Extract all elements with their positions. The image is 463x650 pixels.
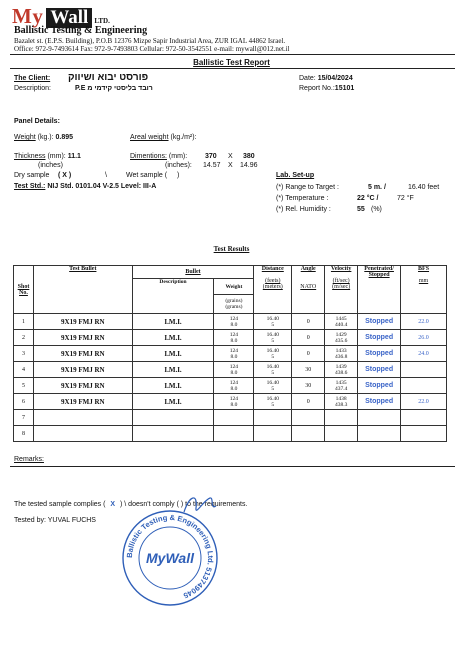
description-label: Description: xyxy=(14,85,51,92)
weight-grams: 8.0 xyxy=(230,401,238,408)
compliance-mark: X xyxy=(110,501,116,508)
signature-icon xyxy=(180,490,220,520)
distance-meters: 5 xyxy=(271,401,275,408)
company-contacts: Office: 972-9-7493614 Fax: 972-9-7493803 Cellular: 972-50-3542551 e-mail: mywall@012.net.il xyxy=(14,45,290,53)
range-label: (*) Range to Target : xyxy=(276,184,339,191)
shot-number: 3 xyxy=(21,350,25,357)
velocity-mps: 440.4 xyxy=(334,321,348,328)
angle-value: 30 xyxy=(305,366,312,373)
bfs-value: 22.0 xyxy=(418,398,429,405)
range-m: 5 m. / xyxy=(368,184,386,191)
weight-grains: 124 xyxy=(229,363,238,370)
weight-grams: 8.0 xyxy=(230,337,238,344)
test-bullet: 9X19 FMJ RN xyxy=(61,365,105,374)
weight-unit: (kg.): xyxy=(37,134,54,141)
header-velocity-label: Velocity xyxy=(330,266,352,272)
weight-grains: 124 xyxy=(229,395,238,402)
wet-sample-label: Wet sample ( xyxy=(126,172,168,179)
result-status: Stopped xyxy=(365,365,394,373)
header-distance xyxy=(254,266,292,314)
dimensions-in-unit: (inches): xyxy=(165,162,192,169)
table-row xyxy=(14,314,447,330)
dry-sample-label: Dry sample xyxy=(14,172,50,179)
logo-wall: Wall xyxy=(46,8,92,28)
wet-sample-close: ) xyxy=(177,172,180,179)
results-table xyxy=(13,265,447,442)
logo-ltd: LTD. xyxy=(94,17,110,25)
distance-feet: 16.40 xyxy=(266,331,279,338)
weight-grams: 8.0 xyxy=(230,321,238,328)
result-status: Stopped xyxy=(365,349,394,357)
shot-number: 7 xyxy=(21,414,25,421)
weight-grains: 124 xyxy=(229,315,238,322)
distance-meters: 5 xyxy=(271,385,275,392)
bullet-description: I.M.I. xyxy=(164,381,182,390)
test-bullet: 9X19 FMJ RN xyxy=(61,381,105,390)
test-bullet: 9X19 FMJ RN xyxy=(61,349,105,358)
angle-value: 30 xyxy=(305,382,312,389)
bullet-description: I.M.I. xyxy=(164,317,182,326)
logo-my: My xyxy=(12,4,44,28)
temp-label: (*) Temperature : xyxy=(276,195,329,202)
distance-feet: 16.40 xyxy=(266,395,279,402)
wet-sample-separator: \ xyxy=(105,172,107,179)
velocity-mps: 438.6 xyxy=(334,369,348,376)
header-angle-unit: NATO xyxy=(300,284,317,290)
shot-number: 8 xyxy=(21,430,25,437)
header-bfs-unit: mm xyxy=(418,278,429,284)
tested-by-name: YUVAL FUCHS xyxy=(47,517,96,524)
humidity-unit: (%) xyxy=(371,206,382,213)
header-angle xyxy=(292,266,325,314)
result-status: Stopped xyxy=(365,397,394,405)
bfs-value: 26.0 xyxy=(418,334,429,341)
header-weight-units-grains: (grains) xyxy=(225,298,243,304)
header-angle-label: Angle xyxy=(300,266,316,272)
dimensions-mm-unit: (mm): xyxy=(168,153,188,160)
table-row xyxy=(14,362,447,378)
header-penetrated: Penetrated/ Stopped xyxy=(358,266,401,314)
dim-x-2: X xyxy=(228,162,233,169)
header-velocity xyxy=(325,266,358,314)
bullet-description: I.M.I. xyxy=(164,349,182,358)
header-distance-units2: (meters) xyxy=(262,284,283,290)
test-bullet: 9X19 FMJ RN xyxy=(61,397,105,406)
velocity-ftps: 1438 xyxy=(335,395,347,402)
bullet-description: I.M.I. xyxy=(164,397,182,406)
table-row xyxy=(14,330,447,346)
header-bfs xyxy=(401,266,447,314)
lab-setup-heading: Lab. Set-up xyxy=(276,172,315,179)
report-title: Ballistic Test Report xyxy=(193,58,270,67)
weight-grams: 8.0 xyxy=(230,353,238,360)
shot-number: 5 xyxy=(21,382,25,389)
angle-value: 0 xyxy=(306,350,310,357)
report-no-label: Report No.: xyxy=(299,85,335,92)
dim-in-2: 14.96 xyxy=(240,162,258,169)
angle-value: 0 xyxy=(306,318,310,325)
humidity-value: 55 xyxy=(357,206,365,213)
areal-weight-unit: (kg./m²): xyxy=(170,134,197,141)
velocity-mps: 435.6 xyxy=(334,337,348,344)
areal-weight-label: Areal weight xyxy=(130,134,169,141)
dim-in-1: 14.57 xyxy=(203,162,221,169)
velocity-ftps: 1445 xyxy=(335,315,347,322)
client-label: The Client: xyxy=(14,75,51,82)
distance-feet: 16.40 xyxy=(266,363,279,370)
shot-number: 4 xyxy=(21,366,25,373)
test-std-value: NIJ Std. 0101.04 V-2.5 Level: III-A xyxy=(47,183,157,190)
remarks-divider xyxy=(10,466,455,467)
angle-value: 0 xyxy=(306,334,310,341)
compliance-suffix: ) to the requirements. xyxy=(180,501,248,508)
distance-meters: 5 xyxy=(271,321,275,328)
description-value: P.E רובד בליסטי קידמי מ xyxy=(75,85,153,92)
weight-value: 0.895 xyxy=(55,134,74,141)
velocity-mps: 438.3 xyxy=(334,401,348,408)
result-status: Stopped xyxy=(365,333,394,341)
header-weight-units xyxy=(214,295,254,314)
header-weight-units-grams: (grams) xyxy=(225,304,243,310)
header-shot: Shot No. xyxy=(14,266,34,314)
shot-number: 1 xyxy=(21,318,25,325)
humidity-label: (*) Rel. Humidity : xyxy=(276,206,331,213)
bullet-description: I.M.I. xyxy=(164,333,182,342)
distance-feet: 16.40 xyxy=(266,315,279,322)
shot-number: 2 xyxy=(21,334,25,341)
velocity-mps: 437.4 xyxy=(334,385,348,392)
compliance-prefix: The tested sample complies ( xyxy=(14,501,106,508)
result-status: Stopped xyxy=(365,317,394,325)
table-row xyxy=(14,378,447,394)
table-row xyxy=(14,394,447,410)
result-status: Stopped xyxy=(365,381,394,389)
report-no-value: 15101 xyxy=(334,85,355,92)
bfs-value: 24.0 xyxy=(418,350,429,357)
weight-grains: 124 xyxy=(229,347,238,354)
client-value: פורסט יבוא ושיווק xyxy=(68,72,149,83)
weight-grams: 8.0 xyxy=(230,369,238,376)
header-velocity-units2: (m/sec) xyxy=(332,284,351,290)
title-divider xyxy=(10,68,455,69)
dry-sample-value: ( X ) xyxy=(58,172,72,179)
thickness-inches: (inches) xyxy=(38,162,63,169)
distance-meters: 5 xyxy=(271,337,275,344)
tested-by-label: Tested by: xyxy=(14,517,46,524)
panel-heading: Panel Details: xyxy=(14,118,60,125)
stamp-center-text: MyWall xyxy=(146,550,194,566)
header-divider xyxy=(10,54,455,55)
velocity-ftps: 1439 xyxy=(335,363,347,370)
table-row xyxy=(14,346,447,362)
distance-meters: 5 xyxy=(271,369,275,376)
bfs-value: 22.0 xyxy=(418,318,429,325)
thickness-value: 11.1 xyxy=(67,153,81,160)
test-std-label: Test Std.: xyxy=(14,183,46,190)
shot-number: 6 xyxy=(21,398,25,405)
distance-feet: 16.40 xyxy=(266,347,279,354)
angle-value: 0 xyxy=(306,398,310,405)
range-ft: 16.40 feet xyxy=(408,184,440,191)
date-label: Date: xyxy=(299,75,316,82)
compliance-middle: ) \ doesn't comply ( xyxy=(120,501,179,508)
distance-feet: 16.40 xyxy=(266,379,279,386)
weight-grams: 8.0 xyxy=(230,385,238,392)
velocity-ftps: 1433 xyxy=(335,347,347,354)
velocity-ftps: 1429 xyxy=(335,331,347,338)
results-heading: Test Results xyxy=(213,245,250,253)
dimensions-label: Dimentions: xyxy=(130,153,167,160)
table-row xyxy=(14,426,447,442)
distance-meters: 5 xyxy=(271,353,275,360)
company-stamp xyxy=(120,508,220,608)
test-bullet: 9X19 FMJ RN xyxy=(61,317,105,326)
remarks-label: Remarks: xyxy=(14,456,44,463)
header-velocity-units: (ft/sec) xyxy=(332,278,350,284)
weight-grains: 124 xyxy=(229,379,238,386)
test-bullet: 9X19 FMJ RN xyxy=(61,333,105,342)
header-distance-label: Distance xyxy=(261,266,284,272)
table-row xyxy=(14,410,447,426)
dim-mm-1: 370 xyxy=(205,153,217,160)
weight-label: Weight xyxy=(14,134,36,141)
velocity-ftps: 1435 xyxy=(335,379,347,386)
thickness-unit: (mm): xyxy=(47,153,66,160)
bullet-description: I.M.I. xyxy=(164,365,182,374)
header-description: Description xyxy=(132,279,214,314)
date-value: 15/04/2024 xyxy=(317,75,353,82)
header-distance-units: (feets) xyxy=(265,278,281,284)
thickness-label: Thickness xyxy=(14,153,46,160)
temp-f: 72 °F xyxy=(397,195,414,202)
company-name: Ballistic Testing & Engineering xyxy=(14,25,148,36)
header-weight: Weight xyxy=(214,279,254,295)
dim-x-1: X xyxy=(228,153,233,160)
temp-c: 22 °C / xyxy=(357,195,379,202)
stamp-ring-text: Ballistic Testing & Engineering Ltd. 513749045 xyxy=(124,512,216,601)
header-bullet: Bullet xyxy=(132,266,254,279)
velocity-mps: 436.8 xyxy=(334,353,348,360)
dim-mm-2: 380 xyxy=(243,153,255,160)
header-bfs-label: BFS xyxy=(418,266,430,272)
weight-grains: 124 xyxy=(229,331,238,338)
company-address: Bazalet st. (E.P.S. Building), P.O.B 12376 Mizpe Sapir Industrial Area, ZUR IGAL 44862 Israel. xyxy=(14,37,286,45)
header-test-bullet: Test Bullet xyxy=(33,266,132,314)
